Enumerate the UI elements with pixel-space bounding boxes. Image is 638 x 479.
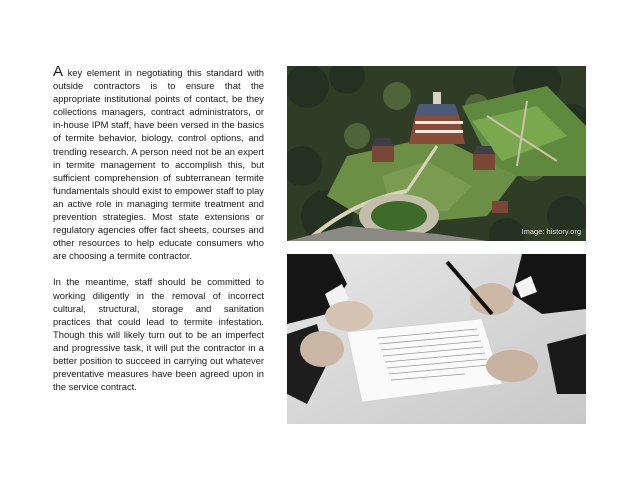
image-caption: Image: history.org [521, 227, 581, 236]
aerial-photo-illustration [287, 66, 586, 241]
paragraph-2: In the meantime, staff should be committed to working diligently in the removal of incorrect cultural, structural, storage and sanitation practices that could lead to termite infestation. Though this will likely turn out to be an imperfect and progressive task, it will put the contractor in a better position to succeed in carrying out whatever preventative measures have been agreed upon in the service contract. [53, 276, 264, 393]
body-text [53, 63, 264, 393]
paragraph-1 [53, 63, 264, 262]
contract-signing-photo [287, 254, 586, 424]
drop-cap: A [53, 63, 64, 80]
aerial-photo-governors-palace [287, 66, 586, 241]
paragraph-1-text: key element in negotiating this standard with outside contractors is to ensure that the appropriate institutional points of contact, be they collections managers, contract administrators, or in-house IPM staff, have been versed in the basics of termite behavior, biology, control options, and trending research. A person need not be an expert in termite management to accomplish this, but sufficient comprehension of subterranean termite fundamentals should exist to empower staff to play an active role in managing termite treatment and prevention strategies. Most state extensions or regulatory agencies offer fact sheets, courses and other resources to help educate consumers who are choosing a termite contractor. [53, 67, 264, 262]
contract-photo-illustration [287, 254, 586, 424]
